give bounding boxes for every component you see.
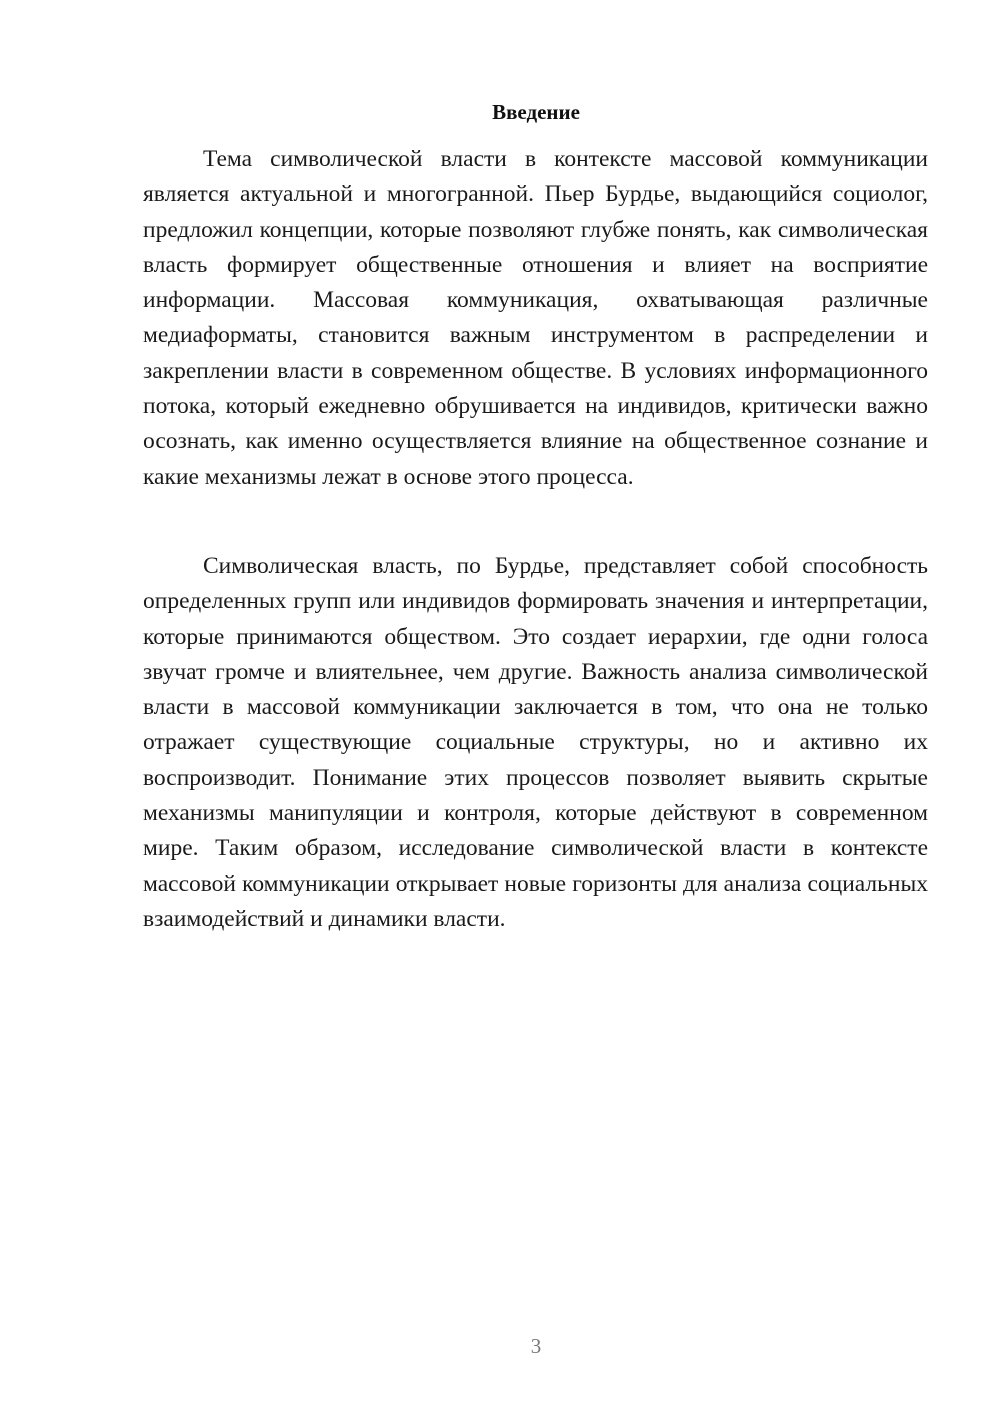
- page-number: 3: [530, 1334, 542, 1358]
- paragraph-1: Тема символической власти в контексте массовой коммуникации является актуальной и многогранной. Пьер Бурдье, выдающийся социолог, предложил концепции, которые позволяют глубже понять, как символическая власть формирует общественные отношения и влияет на восприятие информации. Массовая коммуникация, охватывающая различные медиаформаты, становится важным инструментом в распределении и закреплении власти в современном обществе. В условиях информационного потока, который ежедневно обрушивается на индивидов, критически важно осознать, как именно осуществляется влияние на общественное сознание и какие механизмы лежат в основе этого процесса.: [143, 146, 928, 490]
- section-heading: Введение: [492, 100, 580, 124]
- paragraph-2: Символическая власть, по Бурдье, представляет собой способность определенных групп или индивидов формировать значения и интерпретации, которые принимаются обществом. Это создает иерархии, где одни голоса звучат громче и влиятельнее, чем другие. Важность анализа символической власти в массовой коммуникации заключается в том, что она не только отражает существующие социальные структуры, но и активно их воспроизводит. Понимание этих процессов позволяет выявить скрытые механизмы манипуляции и контроля, которые действуют в современном мире. Таким образом, исследование символической власти в контексте массовой коммуникации открывает новые горизонты для анализа социальных взаимодействий и динамики власти.: [143, 553, 928, 932]
